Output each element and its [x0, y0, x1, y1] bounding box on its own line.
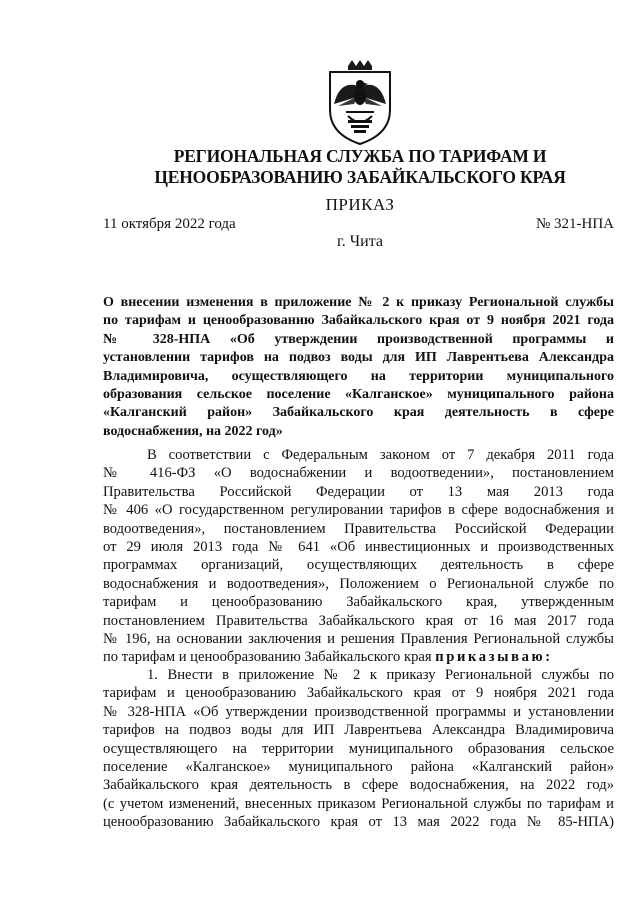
document-subject	[103, 294, 614, 441]
basis-line: постановлением Правительства Забайкальского края от 16 мая 2017 года	[103, 612, 614, 629]
document-city: г. Чита	[336, 233, 383, 250]
subject-line: водоснабжения, на 2022 год»	[103, 423, 283, 439]
order-item-1	[103, 666, 614, 832]
subject-line: № 328-НПА «Об утверждении производственной программы и	[103, 331, 614, 347]
item-line: 1. Внести в приложение № 2 к приказу Региональной службы по	[147, 667, 614, 683]
item-line: Забайкальского края деятельность в сфере водоснабжения, на 2022 год»	[103, 777, 614, 794]
basis-line: программах организаций, осуществляющих деятельность в сфере	[103, 557, 614, 574]
item-line: тарифов на подвоз воды для ИП Лаврентьева Александра Владимировича	[103, 722, 614, 739]
basis-line: Правительства Российской Федерации от 13 мая 2013 года	[103, 483, 614, 500]
item-line: тарифам и ценообразованию Забайкальского края от 9 ноября 2021 года	[103, 685, 614, 702]
subject-line: «Калганский район» Забайкальского края деятельность в сфере	[103, 405, 614, 421]
item-line: (с учетом изменений, внесенных приказом Региональной службы по тарифам и	[103, 795, 614, 812]
document-number: № 321-НПА	[535, 216, 614, 232]
subject-line: установлении тарифов на подвоз воды для ИП Лаврентьева Александра	[103, 350, 614, 366]
subject-line: по тарифам и ценообразованию Забайкальского края от 9 ноября 2021 года	[103, 313, 614, 329]
item-line: ценообразованию Забайкальского края от 13 мая 2022 года № 85-НПА)	[103, 814, 614, 831]
basis-line-final	[103, 648, 614, 666]
order-verb: приказываю:	[435, 649, 553, 666]
basis-line: № 416-ФЗ «О водоснабжении и водоотведении», постановлением	[103, 465, 614, 482]
document-date: 11 октября 2022 года	[103, 216, 236, 232]
coat-of-arms-emblem	[318, 60, 402, 146]
basis-line: от 29 июля 2013 года № 641 «Об инвестиционных и производственных	[103, 539, 614, 556]
basis-line: тарифам и ценообразованию Забайкальского края, утвержденным	[103, 594, 614, 611]
subject-line: Владимировича, осуществляющего на территории муниципального	[103, 368, 614, 384]
title-line-2: ЦЕНООБРАЗОВАНИЮ ЗАБАЙКАЛЬСКОГО КРАЯ	[154, 167, 566, 187]
item-line: поселение «Калганское» муниципального района «Калганский район»	[103, 759, 614, 776]
coat-of-arms-icon	[318, 60, 402, 146]
basis-line: № 196, на основании заключения и решения Правления Региональной службы	[103, 631, 614, 648]
subject-line: образования сельское поселение «Калганское» муниципального района	[103, 387, 614, 403]
basis-line: водоснабжения и водоотведения», Положением о Региональной службе по	[103, 575, 614, 592]
organization-title	[60, 146, 640, 188]
document-type: ПРИКАЗ	[325, 195, 395, 214]
basis-final-text: по тарифам и ценообразованию Забайкальского края	[103, 649, 436, 666]
basis-line: водоотведения», постановлением Правительства Российской Федерации	[103, 520, 614, 537]
item-line: осуществляющего на территории муниципального образования сельское	[103, 740, 614, 757]
item-line: № 328-НПА «Об утверждении производственной программы и установлении	[103, 703, 614, 720]
basis-line: В соответствии с Федеральным законом от 7 декабря 2011 года	[147, 447, 614, 463]
basis-line: № 406 «О государственном регулировании тарифов в сфере водоснабжения и	[103, 502, 614, 519]
basis-paragraph	[103, 446, 614, 667]
subject-line: О внесении изменения в приложение № 2 к приказу Региональной службы	[103, 295, 614, 310]
title-line-1: РЕГИОНАЛЬНАЯ СЛУЖБА ПО ТАРИФАМ И	[173, 146, 547, 166]
